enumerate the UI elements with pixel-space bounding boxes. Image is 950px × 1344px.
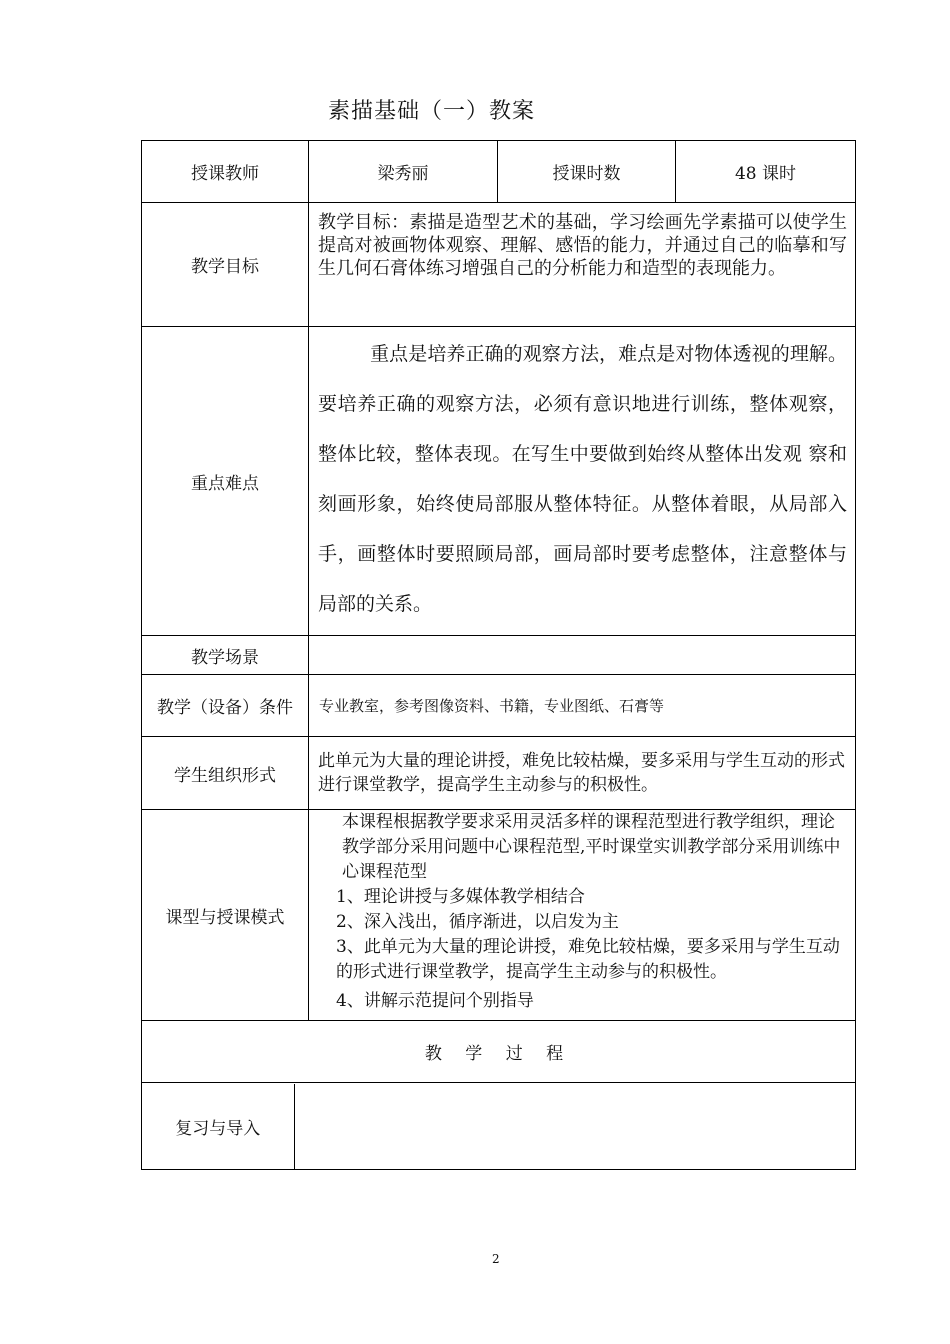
organization-text: 此单元为大量的理论讲授，难免比较枯燥，要多采用与学生互动的形式进行课堂教学，提高学生主动参与的积极性。 (309, 737, 856, 810)
mode-row (142, 810, 856, 1021)
mode-item-4: 4、讲解示范提问个别指导 (336, 991, 534, 1011)
review-cell (142, 1083, 856, 1170)
review-value (294, 1084, 855, 1169)
equipment-row (142, 675, 856, 737)
review-inner-table (142, 1084, 855, 1169)
scene-row (142, 636, 856, 675)
hours-label: 授课时数 (498, 141, 676, 203)
hours-value: 48 课时 (676, 141, 856, 203)
objective-row (142, 203, 856, 327)
scene-value (309, 636, 856, 675)
mode-label: 课型与授课模式 (142, 810, 309, 1021)
mode-cell (309, 810, 856, 1021)
mode-item-1: 1、理论讲授与多媒体教学相结合 (336, 887, 585, 907)
equipment-label: 教学（设备）条件 (142, 675, 309, 737)
keypoints-label: 重点难点 (142, 327, 309, 636)
organization-row (142, 737, 856, 810)
mode-intro: 本课程根据教学要求采用灵活多样的课程范型进行教学组织，理论教学部分采用问题中心课程范型,平时课堂实训教学部分采用训练中心课程范型 (342, 812, 841, 882)
mode-item-2: 2、深入浅出，循序渐进，以启发为主 (336, 912, 619, 932)
mode-item-3: 3、此单元为大量的理论讲授，难免比较枯燥，要多采用与学生互动的形式进行课堂教学，提高学生主动参与的积极性。 (336, 937, 840, 982)
keypoints-text: 重点是培养正确的观察方法，难点是对物体透视的理解。要培养正确的观察方法，必须有意识地进行训练，整体观察，整体比较，整体表现。在写生中要做到始终从整体出发观 察和刻画形象，始终使局部服从整体特征。从整体着眼，从局部入手，画整体时要照顾局部，画局部时要考虑整体，注意整体与局部的关系。 (318, 343, 847, 615)
scene-label: 教学场景 (142, 636, 309, 675)
teacher-row (142, 141, 856, 203)
document-title: 素描基础（一）教案 (328, 99, 536, 124)
lesson-plan-table (141, 140, 856, 1170)
page-number: 2 (492, 1252, 500, 1266)
review-row (142, 1083, 856, 1170)
process-row (142, 1021, 856, 1083)
organization-label: 学生组织形式 (142, 737, 309, 810)
teacher-label: 授课教师 (142, 141, 309, 203)
process-heading: 教 学 过 程 (142, 1021, 856, 1083)
teacher-value: 梁秀丽 (309, 141, 498, 203)
objective-text: 教学目标：素描是造型艺术的基础，学习绘画先学素描可以使学生提高对被画物体观察、理解、感悟的能力，并通过自己的临摹和写生几何石膏体练习增强自己的分析能力和造型的表现能力。 (309, 203, 856, 327)
review-label: 复习与导入 (142, 1084, 294, 1169)
keypoints-row (142, 327, 856, 636)
equipment-value: 专业教室，参考图像资料、书籍，专业图纸、石膏等 (309, 675, 856, 737)
keypoints-cell (309, 327, 856, 636)
objective-label: 教学目标 (142, 203, 309, 327)
